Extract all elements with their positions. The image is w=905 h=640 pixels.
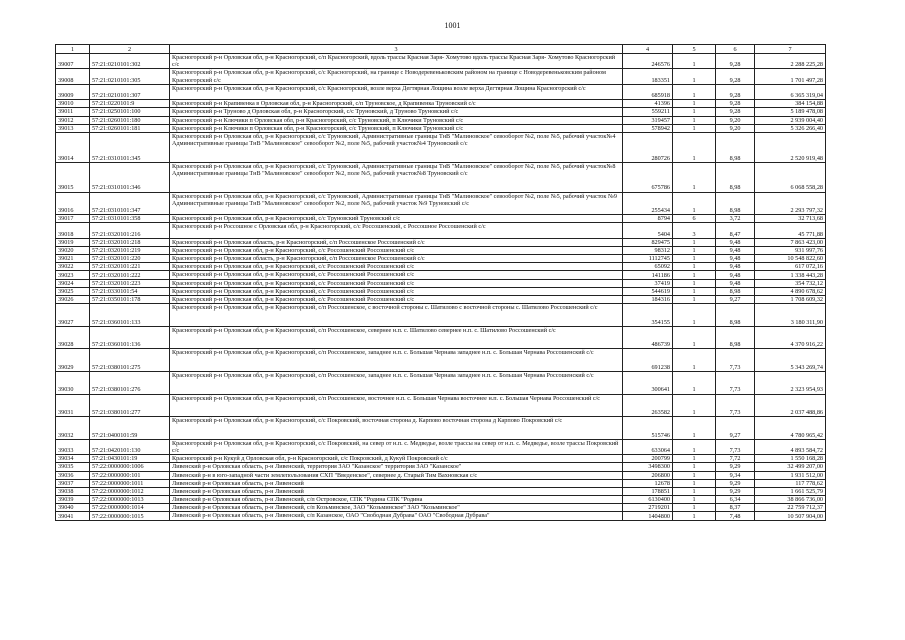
coefficient-value: 1 [673,463,716,471]
cadastral-value: 384 154,88 [755,100,826,108]
location-description: Красногорский р-н Орловская обл, р-н Красногорский, с/с Россошенский Россошенский с/с [170,246,623,254]
rate-value: 9,28 [716,69,755,84]
cadastral-number: 57:21:0310101:358 [90,215,170,223]
table-row [56,349,826,372]
table-row [56,371,826,394]
area-value: 200799 [623,455,673,463]
coefficient-value: 1 [673,192,716,215]
cadastral-number: 57:21:0320101:216 [90,223,170,238]
coefficient-value: 1 [673,100,716,108]
location-description: Ливенский р-н в юго-западной части землепользования СХП "Введенское", севернее д. Старый Тим Вахновская с/с [170,471,623,479]
column-header: 6 [716,45,755,54]
area-value: 141186 [623,271,673,279]
cadastral-value: 4 370 916,22 [755,326,826,349]
cadastral-table [55,44,826,521]
row-id: 39029 [56,349,90,372]
row-id: 39008 [56,69,90,84]
coefficient-value: 1 [673,349,716,372]
cadastral-number: 57:22:0000000:1012 [90,487,170,495]
area-value: 65092 [623,263,673,271]
rate-value: 9,27 [716,417,755,440]
row-id: 39037 [56,479,90,487]
location-description: Красногорский р-н Орловская обл, р-н Красногорский, с/с Красногорский, на границе с Новодеревеньковским районом на границе с Новодеревеньковским районом Красногорский с/с [170,69,623,84]
rate-value: 8,98 [716,132,755,162]
table-row [56,463,826,471]
cadastral-value: 931 997,76 [755,246,826,254]
coefficient-value: 1 [673,304,716,327]
rate-value: 9,27 [716,296,755,304]
rate-value: 9,20 [716,116,755,124]
location-description: Красногорский р-н Орловская обл, р-н Красногорский, с/с Труновский, Административные границы ТнВ "Малиновское" севооборот №2, поле №5, рабочий участок№8 Административные границы ТнВ "Малиновское" севооборот №2, поле №5, рабочий участок№8 Труновский с/с [170,162,623,192]
cadastral-number: 57:21:0320101:219 [90,246,170,254]
cadastral-value: 2 288 225,28 [755,54,826,69]
table-row [56,255,826,263]
area-value: 184316 [623,296,673,304]
location-description: Красногорский р-н Орловская обл, р-н Красногорский, с/с Покровский, восточная сторона д. Карпово восточная сторона д Карпово Покровский с/с [170,417,623,440]
cadastral-value: 2 323 954,93 [755,371,826,394]
rate-value: 9,29 [716,463,755,471]
coefficient-value: 1 [673,54,716,69]
rate-value: 9,29 [716,479,755,487]
rate-value: 7,48 [716,512,755,520]
coefficient-value: 3 [673,223,716,238]
area-value: 544619 [623,287,673,295]
area-value: 280726 [623,132,673,162]
cadastral-number: 57:21:0430101:19 [90,455,170,463]
location-description: Красногорский р-н Орловская обл, р-н Красногорский, с/п Россошенское, западнее н.п. с. Большая Чернава западнее н.п. с. Большая Чернава Россошенский с/с [170,349,623,372]
rate-value: 9,48 [716,279,755,287]
location-description: Красногорский р-н Кукуй д Орловская обл, р-н Красногорский, с/с Покровский, д Кукуй Покровский с/с [170,455,623,463]
cadastral-number: 57:21:0210101:302 [90,54,170,69]
table-row [56,271,826,279]
area-value: 8794 [623,215,673,223]
location-description: Красногорский р-н Орловская обл, р-н Красногорский, с/с Труновский, Административные границы ТнВ "Малиновское" севооборот №2, поле №5, рабочий участок№4 Административные границы ТнВ "Малиновское" севооборот №2, поле №5, рабочий участок№4 Труновский с/с [170,132,623,162]
row-id: 39015 [56,162,90,192]
table-row [56,223,826,238]
coefficient-value: 1 [673,246,716,254]
area-value: 178851 [623,487,673,495]
location-description: Красногорский р-н Орловская обл, р-н Красногорский, с/с Россошенский Россошенский с/с [170,296,623,304]
cadastral-value: 6 365 319,04 [755,84,826,99]
row-id: 39039 [56,496,90,504]
row-id: 39023 [56,271,90,279]
table-row [56,487,826,495]
table-row [56,263,826,271]
cadastral-value: 4 890 678,62 [755,287,826,295]
cadastral-number: 57:21:0380101:275 [90,349,170,372]
table-row [56,124,826,132]
cadastral-value: 32 713,68 [755,215,826,223]
cadastral-number: 57:21:0400101:59 [90,417,170,440]
rate-value: 8,98 [716,304,755,327]
area-value: 633064 [623,439,673,454]
coefficient-value: 1 [673,487,716,495]
cadastral-number: 57:21:0310101:347 [90,192,170,215]
cadastral-number: 57:21:0350101:178 [90,296,170,304]
cadastral-value: 1 550 168,28 [755,455,826,463]
cadastral-number: 57:21:0320101:222 [90,271,170,279]
cadastral-value: 2 037 488,86 [755,394,826,417]
location-description: Красногорский р-н Орловская обл, р-н Красногорский, с/п Россошенское, восточнее н.п. с. Большая Чернава восточнее н.п. с. Большая Чернава Россошенский с/с [170,394,623,417]
cadastral-number: 57:21:0310101:346 [90,162,170,192]
cadastral-value: 1 931 512,00 [755,471,826,479]
row-id: 39030 [56,371,90,394]
cadastral-value: 354 732,12 [755,279,826,287]
location-description: Ливенский р-н Орловская область, р-н Ливенский [170,487,623,495]
cadastral-number: 57:21:0360101:136 [90,326,170,349]
table-row [56,246,826,254]
row-id: 39018 [56,223,90,238]
cadastral-value: 2 939 004,40 [755,116,826,124]
cadastral-number: 57:22:0000000:1013 [90,496,170,504]
cadastral-value: 2 520 919,48 [755,132,826,162]
cadastral-value: 5 326 266,40 [755,124,826,132]
coefficient-value: 1 [673,439,716,454]
row-id: 39038 [56,487,90,495]
area-value: 37419 [623,279,673,287]
table-row [56,69,826,84]
location-description: Ливенский р-н Орловская область, р-н Ливенский [170,479,623,487]
rate-value: 7,72 [716,455,755,463]
cadastral-number: 57:22:0000000:101 [90,471,170,479]
cadastral-number: 57:22:0000000:1006 [90,463,170,471]
coefficient-value: 1 [673,69,716,84]
coefficient-value: 1 [673,263,716,271]
row-id: 39012 [56,116,90,124]
cadastral-number: 57:21:0320101:221 [90,263,170,271]
table-row [56,287,826,295]
area-value: 486739 [623,326,673,349]
area-value: 1404800 [623,512,673,520]
row-id: 39033 [56,439,90,454]
location-description: Красногорский р-н Орловская обл, р-н Красногорский, с/п Россошенское, севернее н.п. с. Шатилово севернее н.п. с. Шатилово Россошенский с/с [170,326,623,349]
cadastral-number: 57:21:0380101:277 [90,394,170,417]
cadastral-number: 57:21:0360101:133 [90,304,170,327]
location-description: Красногорский р-н Орловская обл, р-н Красногорский, с/п Красногорский, вдоль трассы Красная Заря- Хомутово вдоль трассы Красная Заря- Хомутово Красногорский с/с [170,54,623,69]
area-value: 246576 [623,54,673,69]
page-number: 1001 [444,21,461,30]
coefficient-value: 1 [673,296,716,304]
rate-value: 8,98 [716,162,755,192]
rate-value: 9,48 [716,255,755,263]
cadastral-value: 7 863 423,00 [755,238,826,246]
coefficient-value: 1 [673,287,716,295]
rate-value: 9,48 [716,271,755,279]
cadastral-number: 57:21:0380101:276 [90,371,170,394]
row-id: 39011 [56,108,90,116]
coefficient-value: 1 [673,512,716,520]
location-description: Красногорский р-н Орловская обл, р-н Красногорский, с/с Покровский, на север от н.п. с. Медведье, возле трассы на север от н.п. с. Медведье, возле трассы Покровский с/с [170,439,623,454]
coefficient-value: 1 [673,496,716,504]
rate-value: 9,28 [716,108,755,116]
column-header: 7 [755,45,826,54]
row-id: 39016 [56,192,90,215]
table-row [56,100,826,108]
area-value: 675786 [623,162,673,192]
table-row [56,471,826,479]
row-id: 39041 [56,512,90,520]
cadastral-number: 57:21:0210101:305 [90,69,170,84]
area-value: 183351 [623,69,673,84]
coefficient-value: 1 [673,471,716,479]
cadastral-value: 45 771,88 [755,223,826,238]
cadastral-number: 57:21:0420101:130 [90,439,170,454]
area-value: 255434 [623,192,673,215]
location-description: Красногорский р-н Орловская область, р-н Красногорский, с/п Россошенское Россошенский с/с [170,238,623,246]
coefficient-value: 1 [673,394,716,417]
cadastral-value: 2 293 797,32 [755,192,826,215]
location-description: Красногорский р-н Орловская обл, р-н Красногорский, с/с Россошенский Россошенский с/с [170,263,623,271]
table-row [56,238,826,246]
cadastral-number: 57:21:0330101:54 [90,287,170,295]
column-header: 1 [56,45,90,54]
area-value: 5404 [623,223,673,238]
cadastral-value: 32 499 207,00 [755,463,826,471]
rate-value: 9,20 [716,124,755,132]
table-row [56,439,826,454]
column-header: 4 [623,45,673,54]
row-id: 39007 [56,54,90,69]
area-value: 98312 [623,246,673,254]
column-header: 2 [90,45,170,54]
table-row [56,116,826,124]
cadastral-number: 57:21:0320101:220 [90,255,170,263]
cadastral-value: 117 778,62 [755,479,826,487]
table-row [56,192,826,215]
row-id: 39013 [56,124,90,132]
coefficient-value: 1 [673,417,716,440]
cadastral-value: 4 780 965,42 [755,417,826,440]
area-value: 6130400 [623,496,673,504]
rate-value: 9,29 [716,487,755,495]
rate-value: 3,72 [716,215,755,223]
cadastral-value: 5 189 478,08 [755,108,826,116]
rate-value: 7,73 [716,349,755,372]
rate-value: 9,28 [716,100,755,108]
row-id: 39025 [56,287,90,295]
table-row [56,54,826,69]
coefficient-value: 1 [673,84,716,99]
cadastral-value: 3 180 311,90 [755,304,826,327]
table-row [56,108,826,116]
coefficient-value: 1 [673,504,716,512]
row-id: 39027 [56,304,90,327]
area-value: 206800 [623,471,673,479]
coefficient-value: 1 [673,279,716,287]
row-id: 39010 [56,100,90,108]
rate-value: 6,34 [716,496,755,504]
coefficient-value: 1 [673,108,716,116]
cadastral-number: 57:21:0220101:9 [90,100,170,108]
cadastral-value: 617 072,16 [755,263,826,271]
table-row [56,455,826,463]
row-id: 39014 [56,132,90,162]
area-value: 515746 [623,417,673,440]
table-row [56,296,826,304]
row-id: 39036 [56,471,90,479]
coefficient-value: 1 [673,124,716,132]
rate-value: 8,47 [716,223,755,238]
rate-value: 7,73 [716,371,755,394]
coefficient-value: 6 [673,215,716,223]
row-id: 39028 [56,326,90,349]
row-id: 39040 [56,504,90,512]
location-description: Красногорский р-н Россошное с Орловская обл, р-н Красногорский, с/с Россошенский, с Россошное Россошенский с/с [170,223,623,238]
location-description: Красногорский р-н Труново д Орловская обл, р-н Красногорский, с/с Труновский, д Труново Труновский с/с [170,108,623,116]
coefficient-value: 1 [673,162,716,192]
area-value: 263582 [623,394,673,417]
location-description: Красногорский р-н Орловская обл, р-н Красногорский, с/с Россошенский Россошенский с/с [170,279,623,287]
cadastral-value: 38 866 736,00 [755,496,826,504]
coefficient-value: 1 [673,255,716,263]
rate-value: 9,48 [716,238,755,246]
column-header: 5 [673,45,716,54]
cadastral-number: 57:21:0320101:218 [90,238,170,246]
area-value: 3498300 [623,463,673,471]
row-id: 39020 [56,246,90,254]
area-value: 559211 [623,108,673,116]
location-description: Красногорский р-н Орловская обл, р-н Красногорский, с/с Россошенский Россошенский с/с [170,271,623,279]
column-header: 3 [170,45,623,54]
rate-value: 9,34 [716,471,755,479]
rate-value: 8,98 [716,287,755,295]
table-row [56,279,826,287]
cadastral-value: 1 708 609,32 [755,296,826,304]
location-description: Ливенский р-н Орловская область, р-н Ливенский, с/п Козьминское, ЗАО "Козьминское" ЗАО "Козьминское" [170,504,623,512]
cadastral-value: 1 701 497,28 [755,69,826,84]
area-value: 12678 [623,479,673,487]
rate-value: 9,28 [716,54,755,69]
area-value: 685918 [623,84,673,99]
row-id: 39031 [56,394,90,417]
location-description: Красногорский р-н Орловская область, р-н Красногорский, с/п Россошенское Россошенский с/с [170,255,623,263]
row-id: 39021 [56,255,90,263]
cadastral-value: 22 759 712,37 [755,504,826,512]
cadastral-value: 6 068 558,28 [755,162,826,192]
cadastral-number: 57:21:0320101:223 [90,279,170,287]
area-value: 578942 [623,124,673,132]
coefficient-value: 1 [673,326,716,349]
location-description: Красногорский р-н Орловская обл, р-н Красногорский, с/с Труновский Труновский с/с [170,215,623,223]
row-id: 39019 [56,238,90,246]
table-row [56,504,826,512]
row-id: 39022 [56,263,90,271]
location-description: Ливенский р-н Орловская область, р-н Ливенский, территория ЗАО "Казанское" территория ЗАО "Казанское" [170,463,623,471]
table-row [56,132,826,162]
coefficient-value: 1 [673,371,716,394]
cadastral-number: 57:22:0000000:1014 [90,504,170,512]
rate-value: 8,37 [716,504,755,512]
cadastral-value: 4 893 584,72 [755,439,826,454]
area-value: 319457 [623,116,673,124]
row-id: 39009 [56,84,90,99]
area-value: 1112745 [623,255,673,263]
cadastral-value: 1 661 525,79 [755,487,826,495]
cadastral-value: 1 338 443,28 [755,271,826,279]
area-value: 2719201 [623,504,673,512]
row-id: 39017 [56,215,90,223]
cadastral-value: 5 343 269,74 [755,349,826,372]
cadastral-number: 57:21:0260101:180 [90,116,170,124]
rate-value: 9,28 [716,84,755,99]
table-row [56,512,826,520]
table-row [56,326,826,349]
row-id: 39035 [56,463,90,471]
location-description: Ливенский р-н Орловская область, р-н Ливенский, с/п Островское, СПК "Родина СПК "Родина [170,496,623,504]
area-value: 41396 [623,100,673,108]
coefficient-value: 1 [673,271,716,279]
coefficient-value: 1 [673,116,716,124]
table-row [56,417,826,440]
area-value: 691238 [623,349,673,372]
cadastral-number: 57:22:0000000:1011 [90,479,170,487]
location-description: Красногорский р-н Крапивенка в Орловская обл, р-н Красногорский, с/п Труновское, д Крапивенка Труновский с/с [170,100,623,108]
rate-value: 9,48 [716,263,755,271]
location-description: Красногорский р-н Орловская обл, р-н Красногорский, с/п Россошенское, с восточной стороны с. Шатилово с восточной стороны с. Шатилово Россошенский с/с [170,304,623,327]
location-description: Ливенский р-н Орловская область, р-н Ливенский, с/п Казанское, ОАО "Свободная Дубрава" ОАО "Свободная Дубрава" [170,512,623,520]
row-id: 39032 [56,417,90,440]
location-description: Красногорский р-н Орловская обл, р-н Красногорский, с/п Россошенское, западнее н.п. с. Большая Чернава западнее н.п. с. Большая Чернава Россошенский с/с [170,371,623,394]
cadastral-number: 57:21:0210101:307 [90,84,170,99]
coefficient-value: 1 [673,479,716,487]
area-value: 829475 [623,238,673,246]
location-description: Красногорский р-н Орловская обл, р-н Красногорский, с/с Красногорский, возле верха Дегтярная Лощина возле верха Дегтярная Лощина Красногорский с/с [170,84,623,99]
cadastral-number: 57:21:0250101:100 [90,108,170,116]
header-row [56,45,826,54]
table-row [56,84,826,99]
table-row [56,479,826,487]
cadastral-number: 57:21:0260101:181 [90,124,170,132]
location-description: Красногорский р-н Ключики п Орловская обл, р-н Красногорский, с/с Труновский, п Ключики Труновский с/с [170,124,623,132]
location-description: Красногорский р-н Орловская обл, р-н Красногорский, с/с Труновский, Административные границы ТнВ "Малиновское" севооборот №2, поле №5, рабочий участок №9 Административные границы ТнВ "Малиновское" севооборот №2, поле №5, рабочий участок №9 Труновский с/с [170,192,623,215]
coefficient-value: 1 [673,455,716,463]
cadastral-value: 10 548 822,60 [755,255,826,263]
rate-value: 7,73 [716,394,755,417]
table-body [56,54,826,521]
coefficient-value: 1 [673,132,716,162]
location-description: Красногорский р-н Ключики п Орловская обл, р-н Красногорский, с/с Труновский, п Ключики Труновский с/с [170,116,623,124]
rate-value: 8,98 [716,192,755,215]
cadastral-number: 57:21:0310101:345 [90,132,170,162]
row-id: 39034 [56,455,90,463]
rate-value: 8,98 [716,326,755,349]
table-row [56,394,826,417]
table-row [56,304,826,327]
rate-value: 7,73 [716,439,755,454]
cadastral-number: 57:22:0000000:1015 [90,512,170,520]
row-id: 39024 [56,279,90,287]
table-row [56,496,826,504]
location-description: Красногорский р-н Орловская обл, р-н Красногорский, с/с Россошенский Россошенский с/с [170,287,623,295]
coefficient-value: 1 [673,238,716,246]
row-id: 39026 [56,296,90,304]
rate-value: 9,48 [716,246,755,254]
table-row [56,215,826,223]
cadastral-value: 10 507 904,00 [755,512,826,520]
table-row [56,162,826,192]
area-value: 300641 [623,371,673,394]
area-value: 354155 [623,304,673,327]
